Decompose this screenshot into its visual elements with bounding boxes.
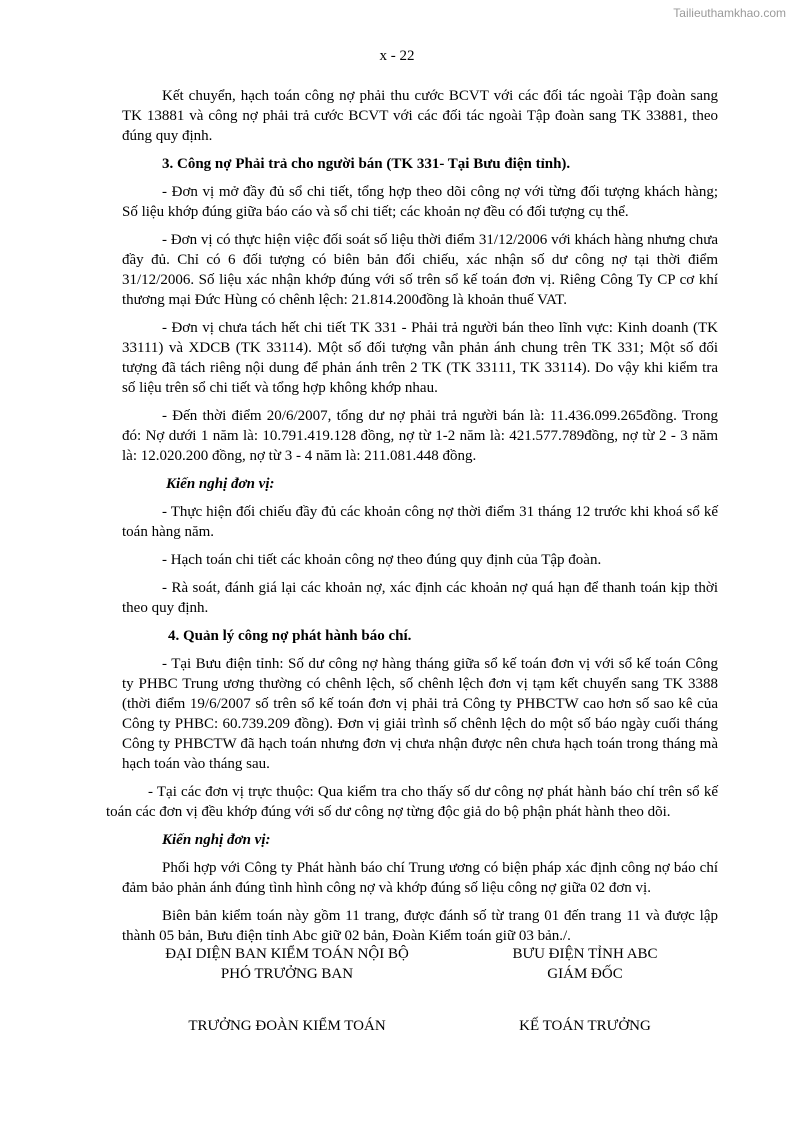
signature-block-right [452,944,718,984]
signature-title: ĐẠI DIỆN BAN KIỂM TOÁN NỘI BỘ [165,946,409,962]
paragraph: - Đến thời điểm 20/6/2007, tổng dư nợ phải trả người bán là: 11.436.099.265đồng. Trong đó: Nợ dưới 1 năm là: 10.791.419.128 đồng, nợ từ 1-2 năm là: 421.577.789đồng, nợ từ 2 - 3 năm là: 12.020.200 đồng, nợ từ 3 - 4 năm là: 211.081.448 đồng. [122,408,718,464]
document-body [106,86,718,954]
paragraph: - Tại các đơn vị trực thuộc: Qua kiểm tra cho thấy số dư công nợ phát hành báo chí trên sổ kế toán các đơn vị đều khớp đúng với số dư công nợ từng độc giả do bộ phận phát hành theo dõi. [106,784,718,820]
signature-role: GIÁM ĐỐC [547,966,623,982]
recommendation-heading: Kiến nghị đơn vị: [162,832,271,848]
paragraph: - Đơn vị có thực hiện việc đối soát số liệu thời điểm 31/12/2006 với khách hàng nhưng chưa đầy đủ. Chỉ có 6 đối tượng có biên bản đối chiếu, xác nhận số dư công nợ tại thời điểm 31/12/2006. Số liệu xác nhận khớp đúng với số trên sổ kế toán đơn vị. Riêng Công Ty CP cơ khí thương mại Đức Hùng có chênh lệch: 21.814.200đồng là khoản thuế VAT. [122,232,718,308]
paragraph: - Rà soát, đánh giá lại các khoản nợ, xác định các khoản nợ quá hạn để thanh toán kịp thời theo quy định. [122,580,718,616]
signature-title: KẾ TOÁN TRƯỞNG [519,1018,651,1034]
paragraph: - Tại Bưu điện tỉnh: Số dư công nợ hàng tháng giữa sổ kế toán đơn vị với sổ kế toán Công ty PHBC Trung ương thường có chênh lệch, số chênh lệch đơn vị tạm kết chuyển sang TK 3388 (thời điểm 19/6/2007 số trên sổ kế toán đơn vị phải trả Công ty PHBCTW cao hơn số sao kê của Công ty PHBC: 60.739.209 đồng). Đơn vị giải trình số chênh lệch do một số báo ngày cuối tháng Công ty PHBCTW đã hạch toán nhưng đơn vị chưa nhận được nên chưa hạch toán trong tháng mà hạch toán vào tháng sau. [122,656,718,772]
section-heading-4: 4. Quản lý công nợ phát hành báo chí. [168,628,412,644]
signature-block-left [122,944,452,984]
signature-role: PHÓ TRƯỞNG BAN [220,966,354,982]
signature-title: BƯU ĐIỆN TỈNH ABC [512,946,658,962]
paragraph: - Đơn vị mở đầy đủ sổ chi tiết, tổng hợp theo dõi công nợ với từng đối tượng khách hàng; Số liệu khớp đúng giữa báo cáo và sổ chi tiết; các khoản nợ đều có đối tượng cụ thể. [122,184,718,220]
paragraph: Kết chuyển, hạch toán công nợ phải thu cước BCVT với các đối tác ngoài Tập đoàn sang TK 13881 và công nợ phải trả cước BCVT với các đối tác ngoài Tập đoàn sang TK 33881, theo đúng quy định. [122,88,718,144]
paragraph: - Đơn vị chưa tách hết chi tiết TK 331 - Phải trả người bán theo lĩnh vực: Kinh doanh (TK 33111) và XDCB (TK 33114). Một số đối tượng vẫn phản ánh chung trên TK 331; Một số đối tượng đã tách riêng nội dung để phản ánh trên 2 TK (TK 33111, TK 33114). Do vậy khi kiểm tra số liệu trên sổ chi tiết và tổng hợp không khớp nhau. [122,320,718,396]
page-number: x - 22 [379,48,415,64]
paragraph: Biên bản kiểm toán này gồm 11 trang, được đánh số từ trang 01 đến trang 11 và được lập thành 05 bản, Bưu điện tỉnh Abc giữ 02 bản, Đoàn Kiểm toán giữ 03 bản./. [122,908,718,944]
watermark: Tailieuthamkhao.com [673,6,786,20]
paragraph: - Hạch toán chi tiết các khoản công nợ theo đúng quy định của Tập đoàn. [162,552,602,568]
recommendation-heading: Kiến nghị đơn vị: [166,476,275,492]
signature-block-left [122,1016,452,1036]
paragraph: - Thực hiện đối chiếu đầy đủ các khoản công nợ thời điểm 31 tháng 12 trước khi khoá sổ kế toán hàng năm. [122,504,718,540]
signature-block-right [452,1016,718,1036]
paragraph: Phối hợp với Công ty Phát hành báo chí Trung ương có biện pháp xác định công nợ báo chí đảm bảo phản ánh đúng tình hình công nợ và khớp đúng số liệu công nợ giữa 02 đơn vị. [122,860,718,896]
signature-title: TRƯỞNG ĐOÀN KIỂM TOÁN [188,1018,386,1034]
section-heading-3: 3. Công nợ Phải trả cho người bán (TK 331- Tại Bưu điện tỉnh). [162,156,571,172]
